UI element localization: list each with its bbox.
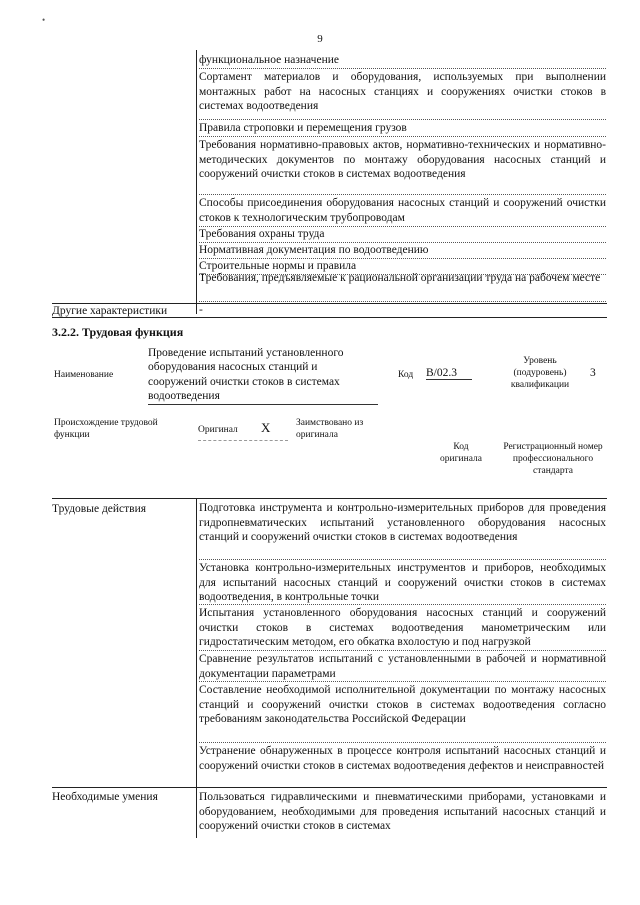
scan-mark: • [42, 15, 46, 25]
name-label: Наименование [54, 370, 114, 380]
table-row: Подготовка инструмента и контрольно-измерительных приборов для проведения гидропневматических испытаний установленного оборудования насосных станций и сооружений очистки стоков в системах водоотведения [199, 501, 606, 560]
table-row: Составление необходимой исполнительной документации по монтажу насосных станций и сооружений очистки стоков в системах водоотведения согласно требованиям законодательства Российской Федерации [199, 683, 606, 743]
table-row: Строительные нормы и правила [199, 259, 606, 275]
code-label: Код [398, 370, 414, 380]
other-characteristics-label: Другие характеристики [52, 305, 168, 317]
reg-number-label: Регистрационный номер профессионального стандарта [503, 442, 603, 476]
table-row: Требования, предъявляемые к рациональной организации труда на рабочем месте [199, 271, 606, 302]
section-title: 3.2.2. Трудовая функция [52, 325, 184, 339]
code-value: B/02.3 [426, 367, 472, 380]
level-value: 3 [590, 367, 596, 379]
table-row: Установка контрольно-измерительных инструментов и приборов, необходимых для испытаний насосных станций и сооружений очистки стоков в системах водоотведения, в контрольные точки [199, 562, 606, 604]
table-row: Устранение обнаруженных в процессе контроля испытаний насосных станций и сооружений очистки стоков в системах водоотведения дефектов и неисправностей [199, 745, 606, 772]
table-row: Испытания установленного оборудования насосных станций и сооружений очистки стоков в системах водоотведения манометрическим или гидростатическим методом, его обкатка вхолостую и под нагрузкой [199, 606, 606, 651]
table-row: Пользоваться гидравлическими и пневматическими приборами, установками и оборудованием, необходимыми для проведения испытаний насосных станций и сооружений очистки стоков в системах [199, 791, 606, 833]
table-row: Сравнение результатов испытаний с установленными в рабочей и нормативной документации параметрами [199, 652, 606, 682]
table-row: Требования охраны труда [199, 227, 606, 243]
other-characteristics-value: - [199, 304, 203, 316]
table-row: Нормативная документация по водоотведению [199, 243, 606, 259]
labor-actions-label: Трудовые действия [52, 503, 147, 515]
original-label: Оригинал [198, 425, 238, 435]
table-row: функциональное назначение [199, 53, 606, 69]
borrowed-label: Заимствовано из оригинала [296, 418, 364, 440]
table-row: Требования нормативно-правовых актов, нормативно-технических и нормативно-методических документов по монтажу оборудования насосных станций и сооружений очистки стоков в системах водоотведения [199, 138, 606, 195]
code-original-label: Код оригинала [440, 442, 482, 464]
skills-label: Необходимые умения [52, 791, 158, 803]
table-row: Правила строповки и перемещения грузов [199, 121, 606, 137]
page-number: 9 [317, 33, 323, 45]
origin-label: Происхождение трудовой функции [54, 418, 158, 440]
original-mark: X [261, 420, 271, 435]
function-name: Проведение испытаний установленного оборудования насосных станций и сооружений очистки стоков в системах водоотведения [148, 346, 378, 405]
level-label: Уровень (подуровень) квалификации [510, 356, 570, 390]
table-row: Способы присоединения оборудования насосных станций и сооружений очистки стоков к технологическим трубопроводам [199, 196, 606, 227]
table-row: Сортамент материалов и оборудования, используемых при выполнении монтажных работ на насосных станциях и сооружениях очистки стоков в системах водоотведения [199, 70, 606, 120]
